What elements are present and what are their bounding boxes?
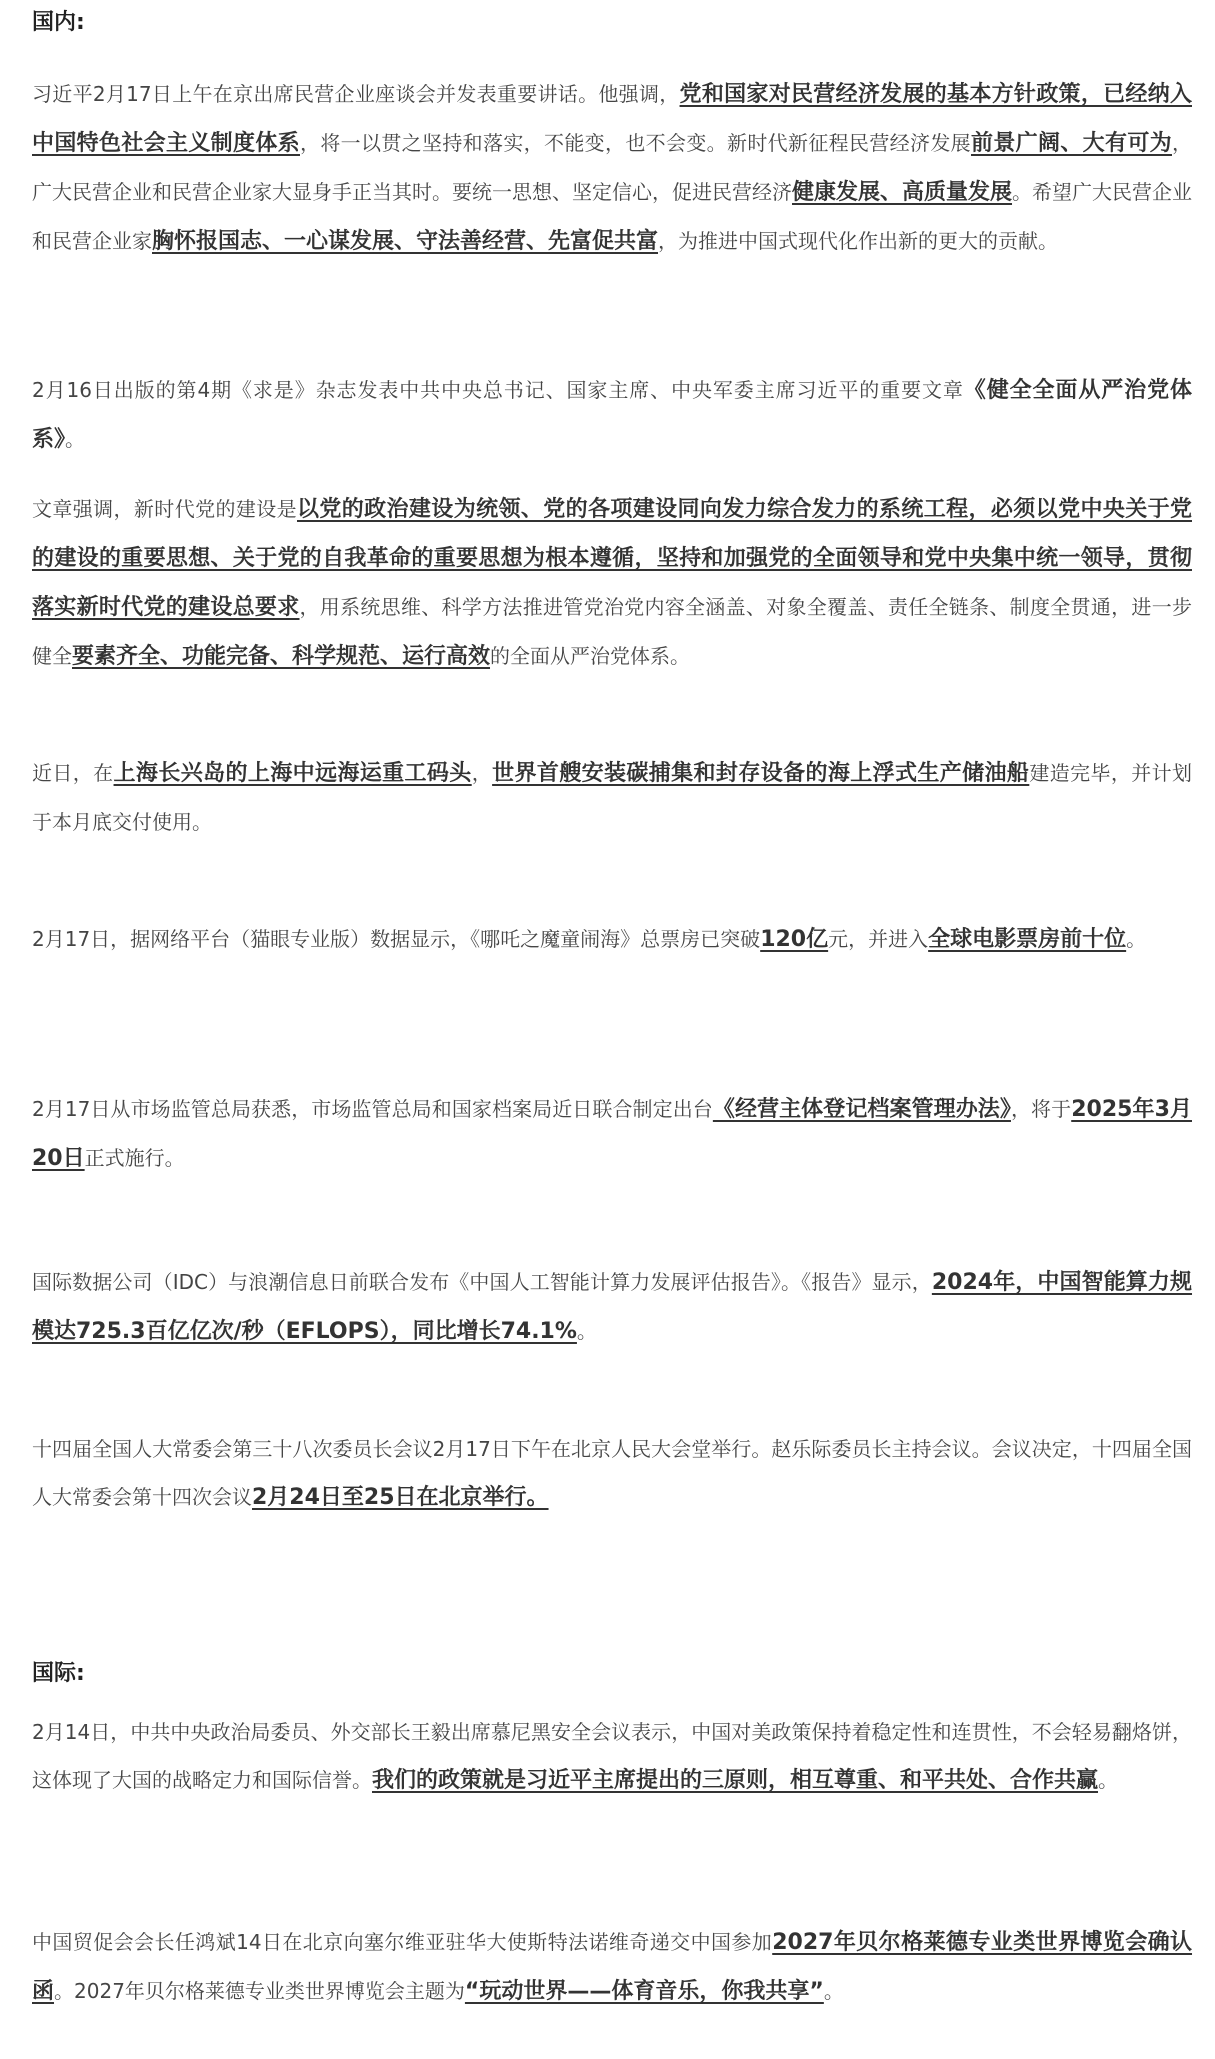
emphasis-text: 2027年贝尔格莱德专业类世界博览会确认函	[32, 1930, 1193, 2004]
emphasis-text: 上海长兴岛的上海中远海运重工码头	[113, 761, 472, 786]
emphasis-text: 胸怀报国志、一心谋发展、守法善经营、先富促共富	[152, 229, 659, 254]
emphasis-text: 要素齐全、功能完备、科学规范、运行高效	[72, 644, 491, 669]
emphasis-text: 2月24日至25日在北京举行。	[252, 1485, 549, 1510]
emphasis-text: “玩动世界——体育音乐，你我共享”	[464, 1979, 824, 2004]
news-item-qiushi-article: 2月16日出版的第4期《求是》杂志发表中共中央总书记、国家主席、中央军委主席习近平的重要文章《健全全面从严治党体系》。	[32, 378, 1192, 452]
news-item-ai-compute: 国际数据公司（IDC）与浪潮信息日前联合发布《中国人工智能计算力发展评估报告》。《报告》显示，2024年，中国智能算力规模达725.3百亿亿次/秒（EFLOPS），同比增长74.1%。	[32, 1270, 1193, 1344]
emphasis-text: 2025年3月20日	[32, 1097, 1192, 1171]
news-item-private-economy: 习近平2月17日上午在京出席民营企业座谈会并发表重要讲话。他强调，党和国家对民营经济发展的基本方针政策，已经纳入中国特色社会主义制度体系，将一以贯之坚持和落实，不能变，也不会变。新时代新征程民营经济发展前景广阔、大有可为，广大民营企业和民营企业家大显身手正当其时。要统一思想、坚定信心，促进民营经济健康发展、高质量发展。希望广大民营企业和民营企业家胸怀报国志、一心谋发展、守法善经营、先富促共富，为推进中国式现代化作出新的更大的贡献。	[32, 82, 1193, 254]
section-heading-international: 国际:	[32, 1661, 85, 1686]
news-item-box-office: 2月17日，据网络平台（猫眼专业版）数据显示，《哪吒之魔童闹海》总票房已突破120亿元，并进入全球电影票房前十位。	[32, 927, 1147, 952]
emphasis-text: 健康发展、高质量发展	[792, 180, 1013, 205]
emphasis-text: 全球电影票房前十位	[928, 927, 1127, 952]
emphasis-text: 党和国家对民营经济发展的基本方针政策，已经纳入中国特色社会主义制度体系	[32, 82, 1192, 156]
emphasis-text: 前景广阔、大有可为	[970, 131, 1172, 156]
news-item-archive-regulation: 2月17日从市场监管总局获悉，市场监管总局和国家档案局近日联合制定出台《经营主体登记档案管理办法》，将于2025年3月20日正式施行。	[32, 1097, 1192, 1171]
emphasis-text: 2024年，中国智能算力规模达725.3百亿亿次/秒（EFLOPS），同比增长74.1%	[32, 1270, 1193, 1344]
news-item-npc-session: 十四届全国人大常委会第三十八次委员长会议2月17日下午在北京人民大会堂举行。赵乐际委员长主持会议。会议决定，十四届全国人大常委会第十四次会议2月24日至25日在北京举行。	[32, 1437, 1192, 1510]
news-item-fpso-vessel: 近日，在上海长兴岛的上海中远海运重工码头，世界首艘安装碳捕集和封存设备的海上浮式生产储油船建造完毕，并计划于本月底交付使用。	[32, 761, 1193, 834]
emphasis-text: 我们的政策就是习近平主席提出的三原则，相互尊重、和平共处、合作共赢	[372, 1768, 1099, 1793]
emphasis-text: 《健全全面从严治党体系》	[32, 378, 1192, 452]
section-heading-domestic: 国内:	[32, 10, 85, 35]
news-item-belgrade-expo: 中国贸促会会长任鸿斌14日在北京向塞尔维亚驻华大使斯特法诺维奇递交中国参加2027年贝尔格莱德专业类世界博览会确认函。2027年贝尔格莱德专业类世界博览会主题为“玩动世界——体育音乐，你我共享”。	[32, 1930, 1193, 2004]
emphasis-text: 世界首艘安装碳捕集和封存设备的海上浮式生产储油船	[492, 761, 1030, 786]
emphasis-text: 《经营主体登记档案管理办法》	[712, 1097, 1011, 1122]
news-item-munich-conference: 2月14日，中共中央政治局委员、外交部长王毅出席慕尼黑安全会议表示，中国对美政策保持着稳定性和连贯性，不会轻易翻烙饼，这体现了大国的战略定力和国际信誉。我们的政策就是习近平主席提出的三原则，相互尊重、和平共处、合作共赢。	[32, 1720, 1192, 1793]
news-item-party-building: 文章强调，新时代党的建设是以党的政治建设为统领、党的各项建设同向发力综合发力的系统工程，必须以党中央关于党的建设的重要思想、关于党的自我革命的重要思想为根本遵循，坚持和加强党的全面领导和党中央集中统一领导，贯彻落实新时代党的建设总要求，用系统思维、科学方法推进管党治党内容全涵盖、对象全覆盖、责任全链条、制度全贯通，进一步健全要素齐全、功能完备、科学规范、运行高效的全面从严治党体系。	[32, 497, 1192, 669]
emphasis-text: 以党的政治建设为统领、党的各项建设同向发力综合发力的系统工程，必须以党中央关于党的建设的重要思想、关于党的自我革命的重要思想为根本遵循，坚持和加强党的全面领导和党中央集中统一领导，贯彻落实新时代党的建设总要求	[32, 497, 1192, 620]
emphasis-text: 120亿	[760, 927, 829, 952]
